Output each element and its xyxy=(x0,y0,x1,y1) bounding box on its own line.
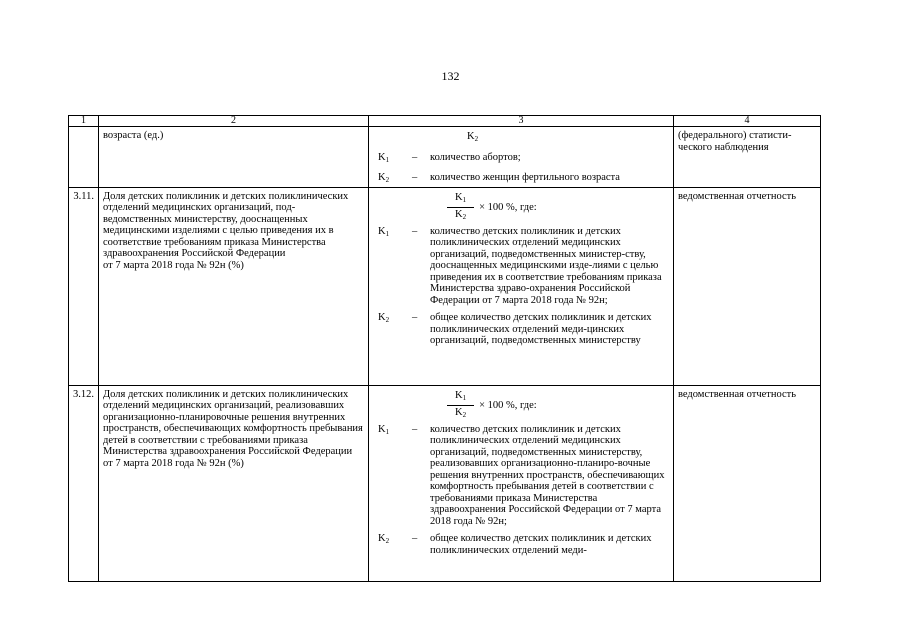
definitions-list xyxy=(373,226,669,347)
definition-item: K2 – общее количество детских поликлиник и детских поликлинических отделений меди-цинских организаций, подведомственных министерству xyxy=(378,312,652,346)
table-row xyxy=(69,127,821,188)
data-source: ведомственная отчетность xyxy=(674,187,821,385)
formula-cell xyxy=(369,187,674,385)
row-number xyxy=(69,127,99,188)
definition-item: K1 – количество абортов; xyxy=(378,151,521,164)
header-col-4: 4 xyxy=(674,116,821,127)
definition-item: K2 – общее количество детских поликлиник и детских поликлинических отделений меди- xyxy=(378,533,652,556)
definition-item: K1 – количество детских поликлиник и детских поликлинических отделений медицинских организаций, подведомственных министерству, реализовавших организационно-планиро-вочные решения внутренних пространств, обеспечивающих комфортность пребывания детей в соответствии с требованиями приказа Министерства здравоохранения Российской Федерации от 7 марта 2018 года № 92н; xyxy=(378,423,665,527)
table-row xyxy=(69,385,821,581)
indicator-table xyxy=(68,115,821,582)
row-number: 3.12. xyxy=(69,385,99,581)
data-source: (федерального) статисти-ческого наблюдения xyxy=(674,127,821,188)
definition-item: K2 – количество женщин фертильного возраста xyxy=(378,172,620,184)
header-col-3: 3 xyxy=(369,116,674,127)
definitions-list xyxy=(373,424,669,557)
definition-item: K1 – количество детских поликлиник и детских поликлинических отделений медицинских организаций, подведомственных министер-ству, дооснащенных медицинскими изде-лиями с целью приведения их в соответствие требованиям приказа Министерства здраво-охранения Российской Федерации от 7 марта 2018 года № 92н; xyxy=(378,225,662,306)
formula-denominator: K2 xyxy=(467,131,479,143)
table-row xyxy=(69,187,821,385)
header-col-2: 2 xyxy=(99,116,369,127)
table-header-row xyxy=(69,116,821,127)
formula: $\frac{K1}{K2}$ × 100 %, где: xyxy=(447,390,669,422)
formula-cell xyxy=(369,385,674,581)
indicator-name: Доля детских поликлиник и детских поликлинических отделений медицинских организаций, под-ведомственных министерству, дооснащенных медицинскими изделиями с целью приведения их в соответствие требованиям приказа Министерства здравоохранения Российской Федерации от 7 марта 2018 года № 92н (%) xyxy=(99,187,369,385)
indicator-name: возраста (ед.) xyxy=(99,127,369,188)
formula-cell xyxy=(369,127,674,188)
definitions-list xyxy=(373,152,669,187)
indicator-name: Доля детских поликлиник и детских поликлинических отделений медицинских организаций, реализовавших организационно-планировочные решения внутренних пространств, обеспечивающих комфортность пребывания детей в соответствии с требованиями приказа Министерства здравоохранения Российской Федерации от 7 марта 2018 года № 92н (%) xyxy=(99,385,369,581)
header-col-1: 1 xyxy=(69,116,99,127)
data-source: ведомственная отчетность xyxy=(674,385,821,581)
row-number: 3.11. xyxy=(69,187,99,385)
page-number: 132 xyxy=(441,69,460,83)
formula: $\frac{K1}{K2}$ × 100 %, где: xyxy=(447,192,669,224)
